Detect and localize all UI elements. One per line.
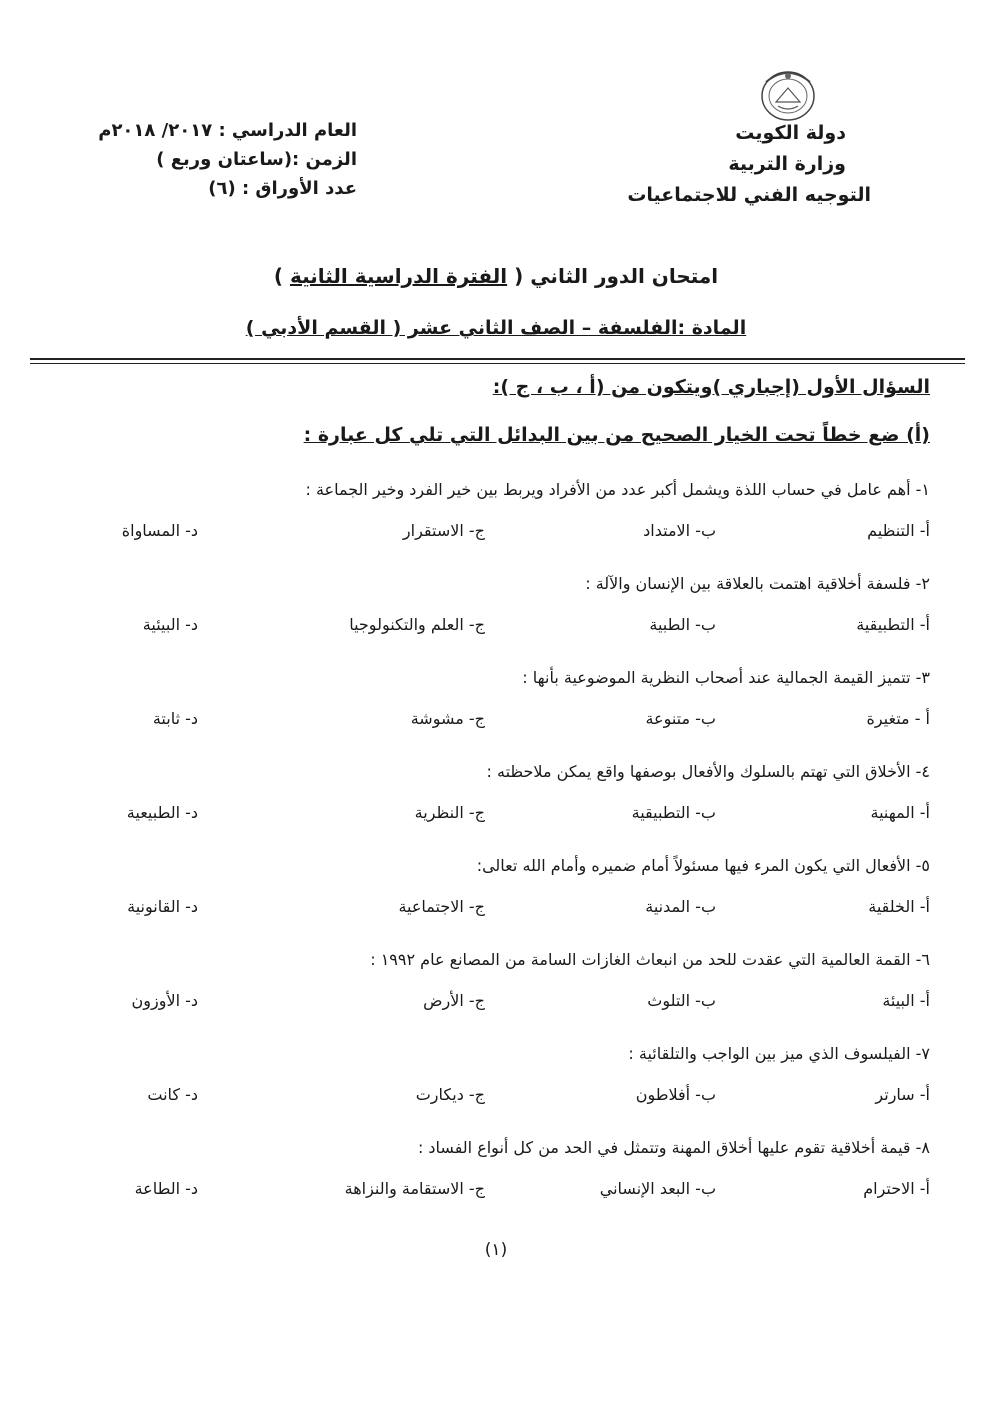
option-c: ج- ديكارت	[415, 1085, 485, 1104]
item-options	[50, 1085, 930, 1115]
option-b: ب- الامتداد	[643, 521, 716, 540]
item-options	[50, 615, 930, 645]
option-a: أ- التنظيم	[867, 521, 930, 540]
exam-info-header	[57, 116, 357, 203]
item-stem: ٨- قيمة أخلاقية تقوم عليها أخلاق المهنة وتتمثل في الحد من كل أنواع الفساد :	[417, 1138, 930, 1157]
option-c: ج- الاجتماعية	[398, 897, 485, 916]
exam-title-prefix: امتحان الدور الثاني (	[514, 264, 719, 288]
page-number: (١)	[484, 1240, 508, 1260]
option-d: د- المساواة	[121, 521, 198, 540]
item-stem: ٤- الأخلاق التي تهتم بالسلوك والأفعال بوصفها واقع يمكن ملاحظته :	[486, 762, 930, 781]
question-item	[50, 1044, 930, 1115]
item-stem: ٦- القمة العالمية التي عقدت للحد من انبعاث الغازات السامة من المصانع عام ١٩٩٢ :	[370, 950, 930, 969]
option-a: أ - متغيرة	[866, 709, 930, 728]
exam-title	[0, 264, 992, 288]
option-b: ب- المدنية	[645, 897, 716, 916]
option-d: د- الطاعة	[134, 1179, 198, 1198]
question-item	[50, 762, 930, 833]
item-options	[50, 521, 930, 551]
option-c: ج- الاستقامة والنزاهة	[344, 1179, 485, 1198]
ministry-header	[627, 118, 871, 211]
item-options	[50, 991, 930, 1021]
item-options	[50, 897, 930, 927]
option-d: د- القانونية	[127, 897, 198, 916]
item-stem: ٧- الفيلسوف الذي ميز بين الواجب والتلقائية :	[628, 1044, 930, 1063]
header-department: التوجيه الفني للاجتماعيات	[627, 184, 871, 206]
question-1-part-a: (أ) ضع خطاً تحت الخيار الصحيح من بين البدائل التي تلي كل عبارة :	[303, 424, 930, 446]
option-d: د- البيئية	[142, 615, 198, 634]
option-b: ب- التلوث	[647, 991, 716, 1010]
item-stem: ٥- الأفعال التي يكون المرء فيها مسئولاً أمام ضميره وأمام الله تعالى:	[476, 856, 930, 875]
question-item	[50, 574, 930, 645]
option-a: أ- سارتر	[875, 1085, 930, 1104]
option-b: ب- أفلاطون	[635, 1085, 716, 1104]
academic-year: العام الدراسي : ٢٠١٧/ ٢٠١٨م	[98, 120, 357, 141]
option-d: د- الطبيعية	[126, 803, 198, 822]
question-item	[50, 480, 930, 551]
question-item	[50, 856, 930, 927]
item-stem: ١- أهم عامل في حساب اللذة ويشمل أكبر عدد من الأفراد ويربط بين خير الفرد وخير الجماعة :	[305, 480, 930, 499]
option-d: د- الأوزون	[131, 991, 198, 1010]
option-c: ج- مشوشة	[410, 709, 485, 728]
subject-line: المادة :الفلسفة – الصف الثاني عشر ( القسم الأدبي )	[245, 317, 747, 339]
exam-title-period: الفترة الدراسية الثانية	[289, 264, 508, 288]
item-options	[50, 803, 930, 833]
option-c: ج- الاستقرار	[402, 521, 485, 540]
item-stem: ٢- فلسفة أخلاقية اهتمت بالعلاقة بين الإنسان والآلة :	[585, 574, 930, 593]
option-d: د- كانت	[147, 1085, 198, 1104]
header-ministry: وزارة التربية	[728, 153, 846, 175]
option-a: أ- التطبيقية	[856, 615, 930, 634]
question-item	[50, 1138, 930, 1209]
option-c: ج- الأرض	[423, 991, 485, 1010]
option-a: أ- المهنية	[870, 803, 930, 822]
option-a: أ- الخلقية	[868, 897, 930, 916]
sheet-count: عدد الأوراق : (٦)	[208, 178, 357, 199]
question-item	[50, 668, 930, 739]
question-item	[50, 950, 930, 1021]
header-country: دولة الكويت	[735, 122, 846, 144]
header-divider-thin	[30, 363, 965, 364]
option-b: ب- التطبيقية	[631, 803, 716, 822]
option-c: ج- النظرية	[414, 803, 485, 822]
item-stem: ٣- تتميز القيمة الجمالية عند أصحاب النظرية الموضوعية بأنها :	[522, 668, 930, 687]
option-b: ب- الطبية	[649, 615, 716, 634]
option-c: ج- العلم والتكنولوجيا	[349, 615, 485, 634]
header-divider	[30, 358, 965, 360]
kuwait-emblem-icon	[752, 62, 824, 126]
exam-title-suffix: )	[273, 264, 283, 288]
exam-duration: الزمن :(ساعتان وربع )	[156, 149, 357, 170]
option-a: أ- البيئة	[882, 991, 930, 1010]
question-1-title: السؤال الأول (إجباري )ويتكون من (أ ، ب ، ج ):	[492, 376, 930, 398]
option-b: ب- متنوعة	[645, 709, 716, 728]
item-options	[50, 1179, 930, 1209]
option-d: د- ثابتة	[152, 709, 198, 728]
item-options	[50, 709, 930, 739]
option-b: ب- البعد الإنساني	[599, 1179, 716, 1198]
option-a: أ- الاحترام	[863, 1179, 930, 1198]
